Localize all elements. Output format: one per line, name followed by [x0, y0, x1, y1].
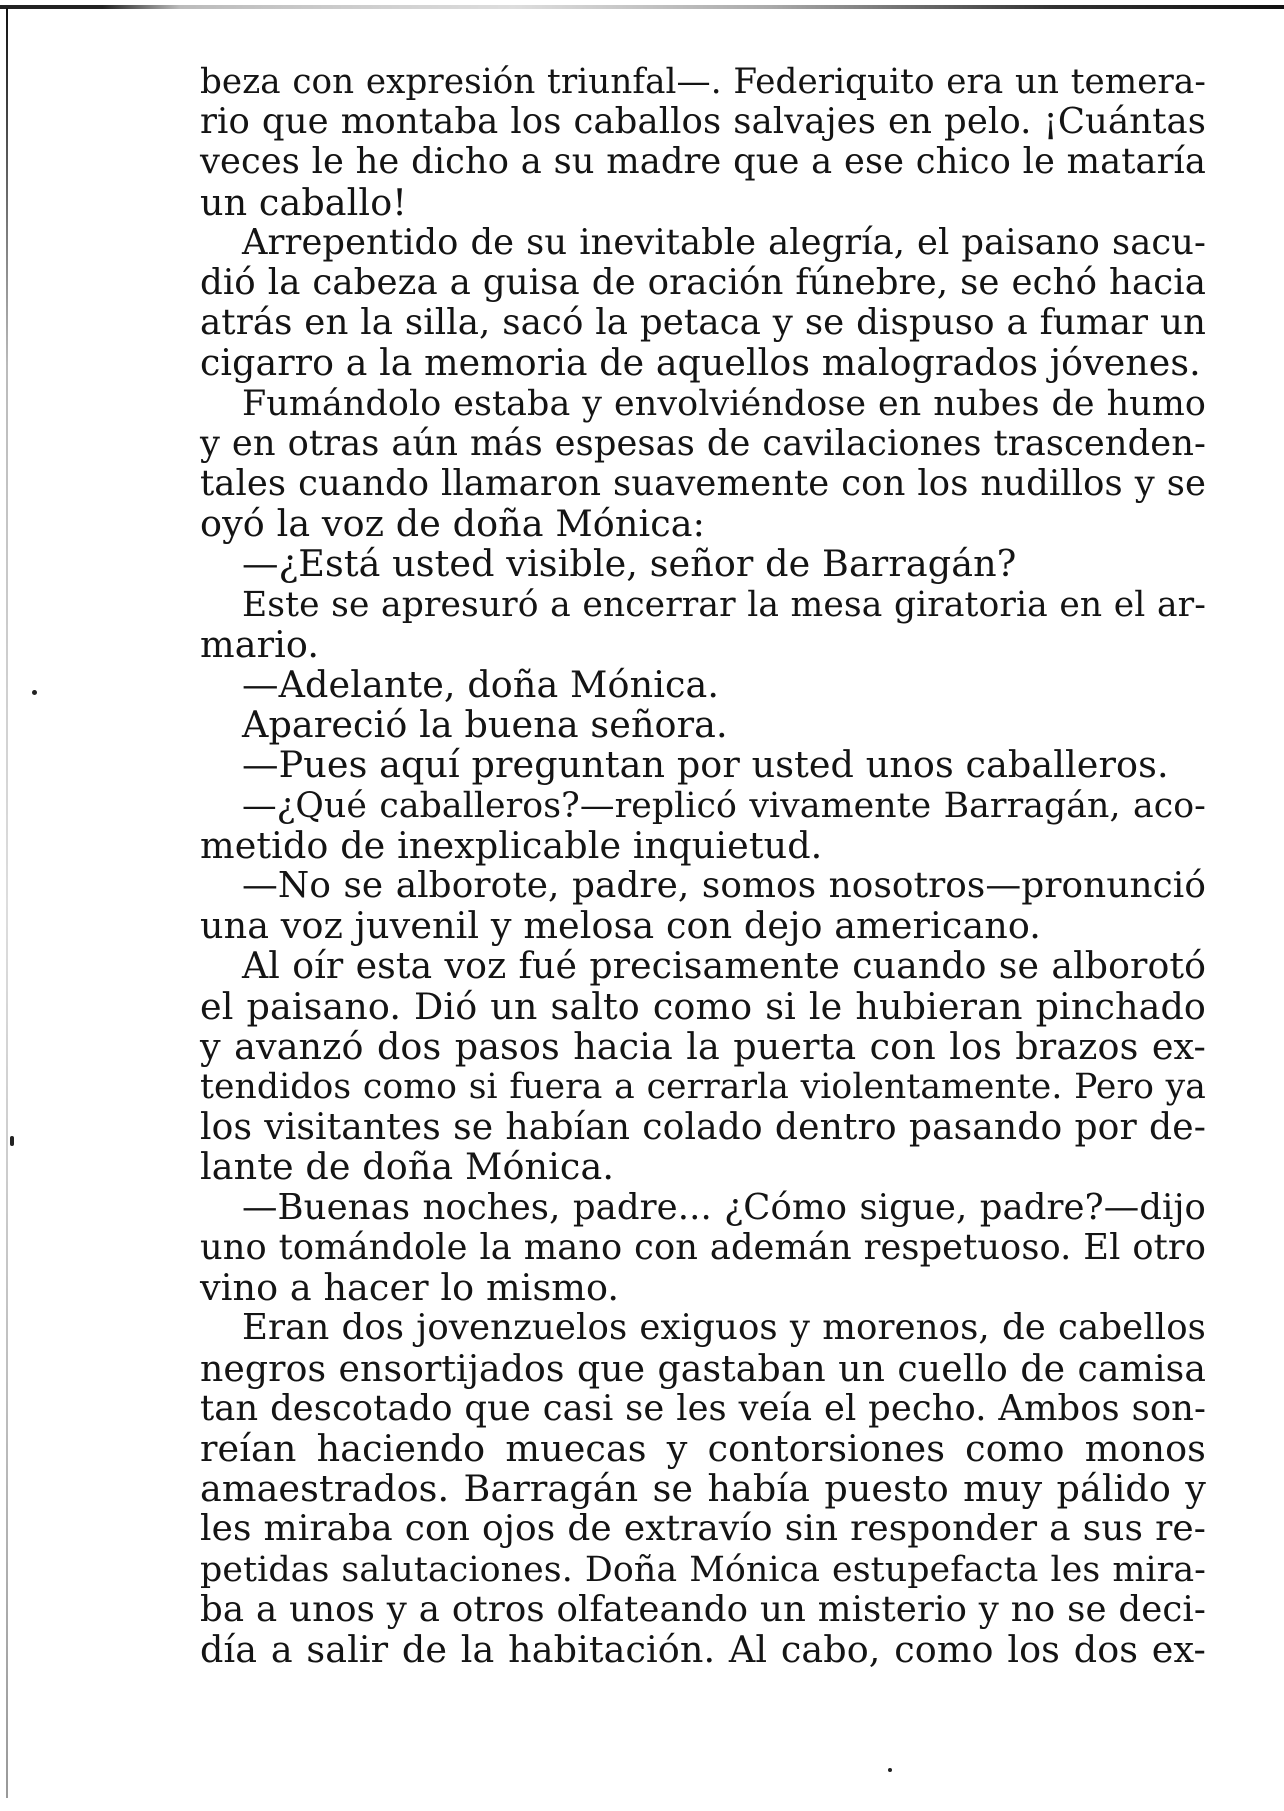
text-line: uno tomándole la mano con ademán respetuoso. El otro: [200, 1226, 1206, 1268]
text-line: —Adelante, doña Mónica.: [242, 663, 720, 707]
scan-speck: [10, 1136, 14, 1146]
text-line: Este se apresuró a encerrar la mesa giratoria en el ar-: [242, 584, 1206, 625]
text-line: beza con expresión triunfal—. Federiquito era un temera-: [200, 62, 1206, 102]
text-line: el paisano. Dió un salto como si le hubieran pinchado: [200, 984, 1206, 1028]
text-line: tan descotado que casi se les veía el pecho. Ambos son-: [200, 1387, 1206, 1429]
text-line: los visitantes se habían colado dentro pasando por de-: [200, 1106, 1206, 1149]
text-line: rio que montaba los caballos salvajes en pelo. ¡Cuántas: [200, 101, 1206, 143]
text-line: negros ensortijados que gastaban un cuello de camisa: [200, 1346, 1206, 1390]
text-line: cigarro a la memoria de aquellos malogrados jóvenes.: [200, 341, 1201, 385]
text-line: veces le he dicho a su madre que a ese chico le mataría: [200, 141, 1206, 183]
scan-left-border: [6, 8, 8, 1798]
text-line: Eran dos jovenzuelos exiguos y morenos, de cabellos: [242, 1307, 1206, 1349]
text-line: reían haciendo muecas y contorsiones como monos: [200, 1426, 1206, 1470]
text-line: dió la cabeza a guisa de oración fúnebre, se echó hacia: [200, 262, 1206, 304]
text-line: Apareció la buena señora.: [242, 703, 728, 747]
text-line: lante de doña Mónica.: [200, 1145, 615, 1189]
text-line: amaestrados. Barragán se había puesto muy pálido y: [200, 1467, 1206, 1511]
text-line: —¿Qué caballeros?—replicó vivamente Barragán, aco-: [242, 785, 1206, 826]
text-line: tendidos como si fuera a cerrarla violentamente. Pero ya: [200, 1067, 1206, 1108]
text-line: vino a hacer lo mismo.: [200, 1266, 620, 1310]
text-line: Arrepentido de su inevitable alegría, el paisano sacu-: [242, 221, 1206, 263]
text-line: un caballo!: [200, 180, 408, 224]
text-line: y avanzó dos pasos hacia la puerta con los brazos ex-: [200, 1024, 1206, 1068]
text-line: mario.: [200, 622, 320, 666]
text-line: y en otras aún más espesas de cavilaciones trascenden-: [200, 422, 1206, 464]
text-line: metido de inexplicable inquietud.: [200, 823, 823, 867]
scan-top-border: [0, 5, 1284, 9]
text-line: Al oír esta voz fué precisamente cuando se alborotó: [242, 944, 1206, 988]
text-line: día a salir de la habitación. Al cabo, como los dos ex-: [200, 1627, 1206, 1671]
text-line: oyó la voz de doña Mónica:: [200, 502, 706, 546]
scan-speck: [32, 690, 37, 695]
text-line: una voz juvenil y melosa con dejo americano.: [200, 904, 1042, 948]
text-line: atrás en la silla, sacó la petaca y se dispuso a fumar un: [200, 302, 1206, 344]
text-line: les miraba con ojos de extravío sin responder a sus re-: [200, 1508, 1206, 1550]
text-line: —No se alborote, padre, somos nosotros—pronunció: [242, 865, 1206, 907]
text-line: ba a unos y a otros olfateando un misterio y no se deci-: [200, 1588, 1206, 1630]
page-body-text: [200, 62, 1206, 1670]
text-line: tales cuando llamaron suavemente con los nudillos y se: [200, 463, 1206, 505]
text-line: —Pues aquí preguntan por usted unos caballeros.: [242, 743, 1169, 787]
text-line: —¿Está usted visible, señor de Barragán?: [242, 542, 1017, 586]
text-line: Fumándolo estaba y envolviéndose en nubes de humo: [242, 383, 1206, 424]
text-line: petidas salutaciones. Doña Mónica estupefacta les mira-: [200, 1549, 1206, 1590]
scan-speck: [888, 1768, 892, 1772]
text-line: —Buenas noches, padre... ¿Cómo sigue, padre?—dijo: [242, 1186, 1206, 1228]
